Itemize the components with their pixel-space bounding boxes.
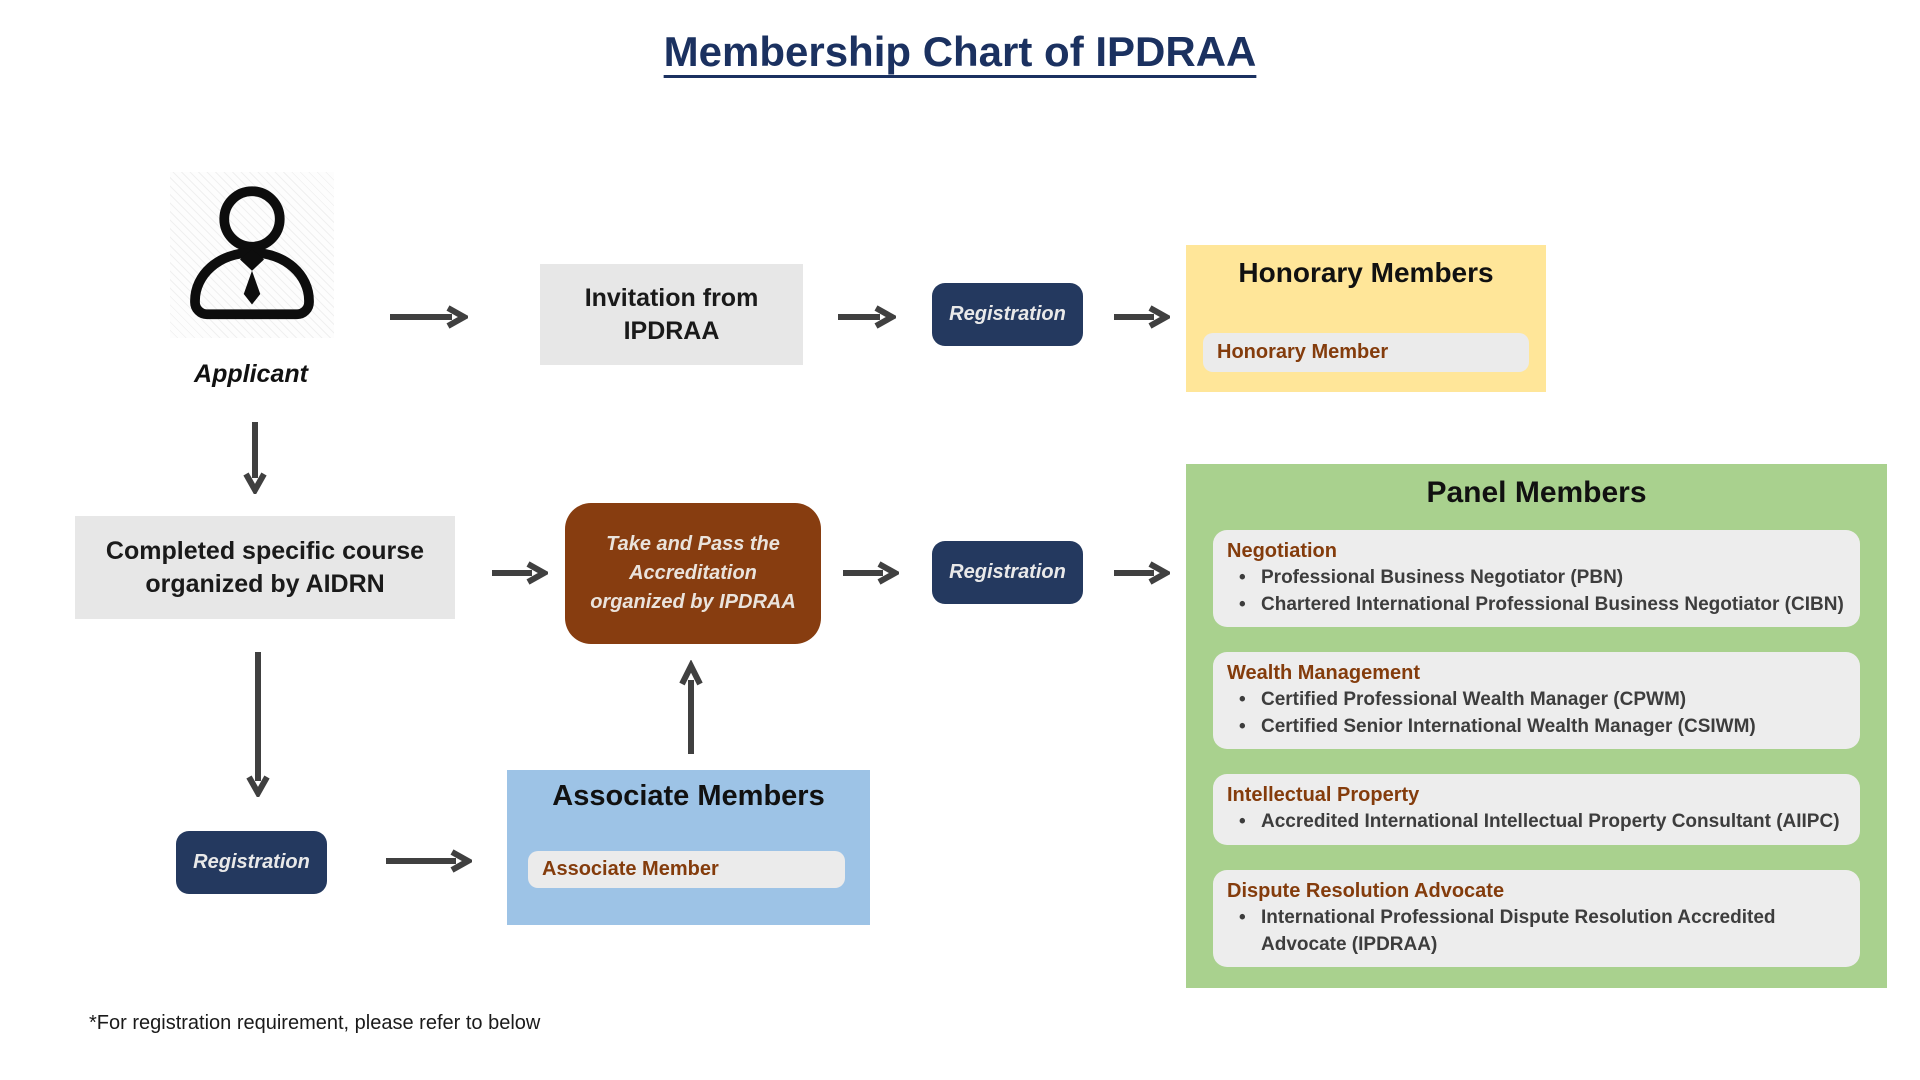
arrow-up-icon [678,660,704,761]
node-completed-course: Completed specific course organized by AIDRN [75,516,455,619]
honorary-members-title: Honorary Members [1238,257,1494,288]
arrow-down-icon [245,650,271,802]
group-item: • Chartered International Professional Business Negotiator (CIBN) [1227,592,1846,619]
group-item: • Accredited International Intellectual Property Consultant (AIIPC) [1227,809,1846,836]
arrow-right-icon [1112,560,1170,591]
panel-group-wealth-management [1213,652,1860,749]
associate-member-chip: Associate Member [528,851,845,888]
arrow-down-icon [242,420,268,499]
associate-members-box [507,770,870,925]
arrow-right-icon [384,848,472,879]
associate-members-title: Associate Members [552,780,825,812]
group-item: • Professional Business Negotiator (PBN) [1227,565,1846,592]
group-item: • Certified Professional Wealth Manager (CPWM) [1227,687,1846,714]
node-accreditation: Take and Pass the Accreditation organized by IPDRAA [565,503,821,644]
arrow-right-icon [388,304,468,335]
arrow-right-icon [841,560,899,591]
group-heading: Negotiation [1227,540,1337,562]
panel-groups [1213,530,1860,992]
registration-node-top: Registration [932,283,1083,346]
group-item: • International Professional Dispute Resolution Accredited Advocate (IPDRAA) [1227,905,1846,958]
honorary-members-box [1186,245,1546,392]
group-heading: Wealth Management [1227,662,1420,685]
arrow-right-icon [490,560,548,591]
arrow-right-icon [836,304,896,335]
arrow-right-icon [1112,304,1170,335]
applicant-label: Applicant [194,360,308,388]
registration-footnote: *For registration requirement, please refer to below [89,1012,541,1034]
registration-node-bottom: Registration [176,831,327,894]
panel-group-dispute-resolution [1213,870,1860,967]
group-item: • Certified Senior International Wealth Manager (CSIWM) [1227,714,1846,741]
panel-members-title: Panel Members [1426,476,1647,509]
group-heading: Dispute Resolution Advocate [1227,879,1505,902]
panel-group-intellectual-property [1213,774,1860,845]
page-title: Membership Chart of IPDRAA [663,28,1257,75]
panel-members-box [1186,464,1887,988]
panel-group-negotiation [1213,530,1860,627]
person-tie-icon [177,179,327,331]
honorary-member-chip: Honorary Member [1203,333,1529,372]
registration-node-middle: Registration [932,541,1083,604]
applicant-person-icon [170,172,334,338]
node-invitation-from-ipdraa: Invitation from IPDRAA [540,264,803,365]
group-heading: Intellectual Property [1227,784,1420,807]
